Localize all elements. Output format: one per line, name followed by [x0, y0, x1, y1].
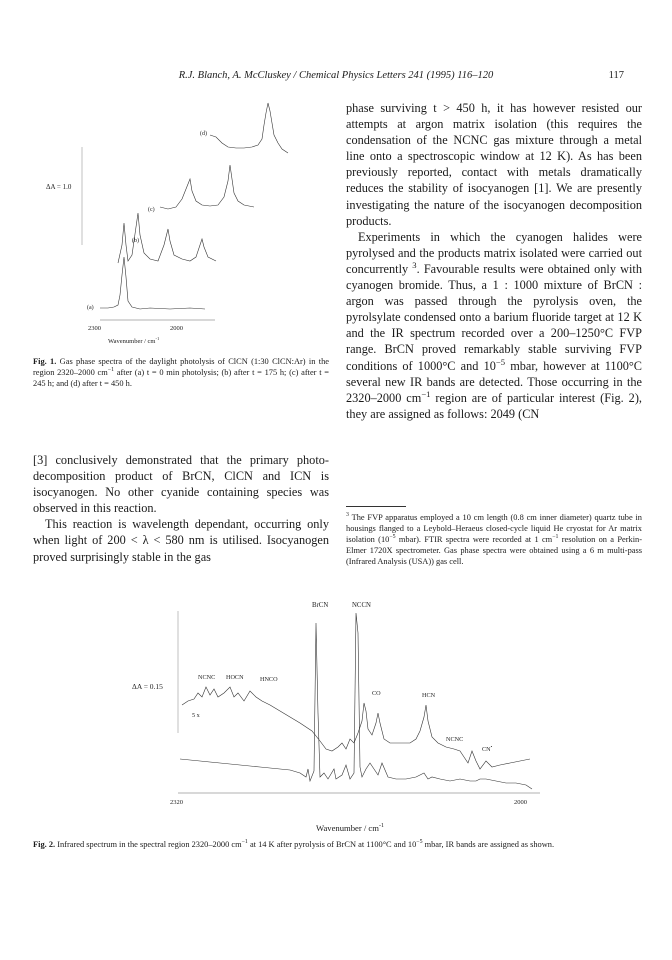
fig2-label-co: CO: [372, 690, 381, 697]
fig1-label-c: (c): [148, 207, 155, 213]
fig1-trace-d: [200, 103, 288, 153]
fig2-label-ncnc: NCNC: [198, 674, 216, 681]
fig2-trace-5x: [182, 687, 530, 769]
fig2-magnification-label: 5 x: [192, 712, 200, 719]
fig2-label-hnco: HNCO: [260, 676, 278, 683]
fig2-label-brcn: BrCN: [312, 602, 329, 609]
fig1-label-d: (d): [200, 131, 207, 137]
running-title: R.J. Blanch, A. McCluskey / Chemical Physics Letters 241 (1995) 116–120: [178, 70, 494, 81]
left-paragraph-2: This reaction is wavelength dependant, occurring only when light of 200 < λ < 580 nm is utilised. Isocyanogen proved surprisingly stable in the gas: [33, 517, 329, 564]
page-number: 117: [608, 70, 624, 81]
left-column-text: [33, 452, 329, 565]
running-header: [0, 70, 672, 84]
fig2-label-cn: CN•: [482, 744, 493, 753]
fig1-scale-label: ΔA = 1.0: [46, 183, 72, 191]
fig1-trace-c: [148, 165, 254, 213]
fig2-xlabel: Wavenumber / $cm^{-1}$: [316, 823, 384, 833]
right-paragraph-2: Experiments in which the cyanogen halides were pyrolysed and the products matrix isolated were carried out concurrently $^3$. Favourable results were obtained only with cyanogen bromide. Thus, a 1 : 1000 mixture of BrCN : argon was passed through the pyrolysis oven, the pyrolsylate condensed onto a barium fluoride target at 12 K and the IR spectrum recorded over a 200–1250°C FVP range. BrCN proved remarkably stable surviving FVP conditions of 1000°C and $10^{-5}$ mbar, however at 1100°C several new IR bands are detected. Those occurring in the 2320–2000 $cm^{-1}$ region are of particular interest (Fig. 2), they are assigned as follows: 2049 (CN: [346, 229, 642, 421]
figure-1-spectra: [40, 95, 330, 355]
fig1-label-a: (a): [87, 305, 94, 311]
fig1-trace-a: [87, 257, 205, 311]
fig1-tick-2300: 2300: [88, 325, 101, 332]
right-paragraph-1: phase surviving t > 450 h, it has however resisted our attempts at argon matrix isolation (this requires the condensation of the NCNC gas mixture through a metal line onto a spectroscopic window at 12 K). As has been previously reported, contact with metals dramatically reduces the stability of isocyanogen [1]. We are presently investigating the nature of the isocyanogen decomposition products.: [346, 101, 642, 228]
figure-1-caption: Fig. 1. Gas phase spectra of the daylight photolysis of ClCN (1:30 ClCN:Ar) in the region 2320–2000 $cm^{-1}$ after (a) t = 0 min photolysis; (b) after t = 175 h; (c) after t = 245 h; and (d) after t = 450 h.: [33, 357, 329, 388]
fig2-label-nccn: NCCN: [352, 602, 371, 609]
fig2-label-ncnc-2: NCNC: [446, 736, 464, 743]
right-column-text: [346, 100, 642, 422]
fig2-label-hcn: HCN: [422, 692, 436, 699]
footnote-3: $^3$ The FVP apparatus employed a 10 cm length (0.8 cm inner diameter) quartz tube in housings flanged to a Leybold–Heraeus closed-cycle liquid He cryostat for Ar matrix isolation ($10^{-5}$ mbar). FTIR spectra were recorded at 1 $cm^{-1}$ resolution on a Perkin-Elmer 1720X spectrometer. Gas phase spectra were obtained using a 6 m multi-pass (Infrared Analysis (USA)) gas cell.: [346, 512, 642, 567]
figure-2-caption: Fig. 2. Infrared spectrum in the spectral region 2320–2000 $cm^{-1}$ at 14 K after pyrolysis of BrCN at 1100°C and $10^{-5}$ mbar, IR bands are assigned as shown.: [33, 839, 555, 849]
fig2-scale-label: ΔA = 0.15: [132, 682, 163, 691]
fig2-tick-2000: 2000: [514, 799, 527, 806]
fig2-trace-1x: [180, 613, 532, 789]
left-paragraph-1: [3] conclusively demonstrated that the primary photo-decomposition product of BrCN, ClCN and ICN is isocyanogen. No other cyanide containing species was observed in this reaction.: [33, 453, 329, 516]
fig1-label-b: (b): [132, 238, 139, 244]
fig2-tick-2320: 2320: [170, 799, 183, 806]
figure-2-spectrum: [120, 593, 580, 823]
footnote-rule: [346, 506, 406, 507]
fig2-label-hocn: HOCN: [226, 674, 244, 681]
fig1-tick-2000: 2000: [170, 325, 183, 332]
fig1-trace-b: [118, 213, 216, 263]
fig1-xlabel: Wavenumber / $cm^{-1}$: [108, 336, 160, 345]
